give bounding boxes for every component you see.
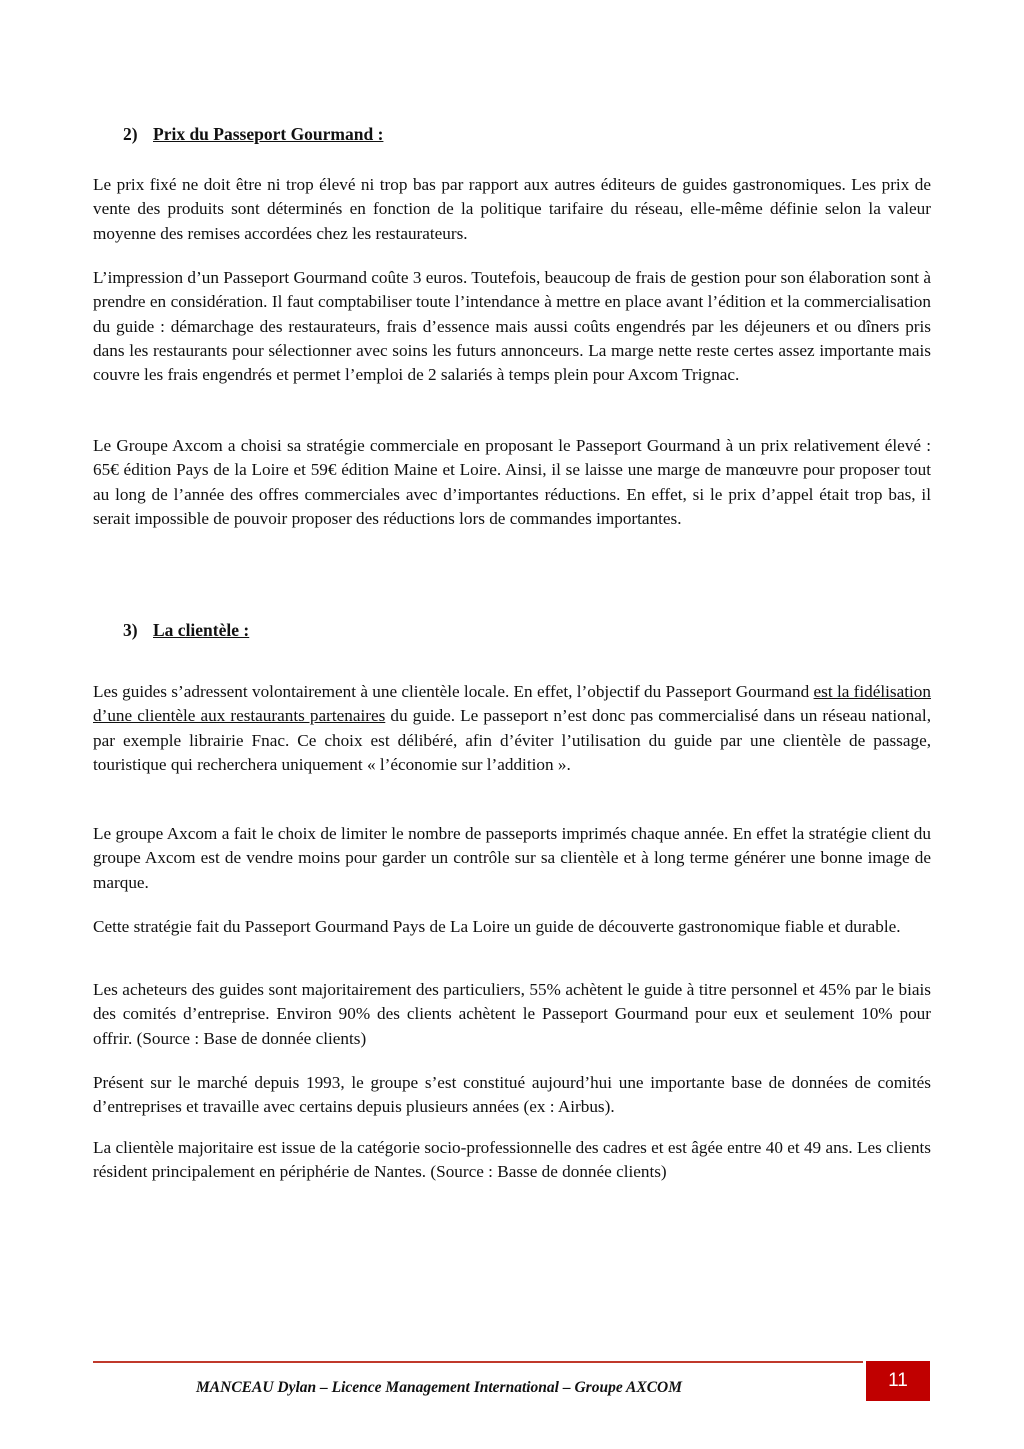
section-number: 2): [123, 124, 138, 144]
paragraph: Le Groupe Axcom a choisi sa stratégie commerciale en proposant le Passeport Gourmand à un prix relativement élevé : 65€ édition Pays de la Loire et 59€ édition Maine et Loire. Ainsi, il se laisse une marge de manœuvre pour proposer tout au long de l’année des offres commerciales avec d’importantes réductions. En effet, si le prix d’appel était trop bas, il serait impossible de pouvoir proposer des réductions lors de commandes importantes.: [93, 436, 931, 528]
section-heading-clientele: [123, 620, 249, 641]
paragraph: [93, 680, 931, 777]
paragraph-text: Les guides s’adressent volontairement à une clientèle locale. En effet, l’objectif du Passeport Gourmand: [93, 682, 814, 701]
paragraph-text: du guide. Le passeport n’est donc pas commercialisé dans un réseau national, par exemple librairie Fnac. Ce choix est délibéré, afin d’éviter l’utilisation du guide par une clientèle de passage, touristique qui recherchera uniquement « l’économie sur l’addition ».: [93, 706, 932, 774]
paragraph: Le prix fixé ne doit être ni trop élevé ni trop bas par rapport aux autres éditeurs de guides gastronomiques. Les prix de vente des produits sont déterminés en fonction de la politique tarifaire du réseau, elle-même définie selon la valeur moyenne des remises accordées chez les restaurateurs.: [93, 175, 931, 243]
paragraph: La clientèle majoritaire est issue de la catégorie socio-professionnelle des cadres et est âgée entre 40 et 49 ans. Les clients résident principalement en périphérie de Nantes. (Source : Basse de donnée clients): [93, 1138, 931, 1182]
paragraph: Le groupe Axcom a fait le choix de limiter le nombre de passeports imprimés chaque année. En effet la stratégie client du groupe Axcom est de vendre moins pour garder un contrôle sur sa clientèle et à long terme générer une bonne image de marque.: [93, 824, 931, 892]
paragraph: Présent sur le marché depuis 1993, le groupe s’est constitué aujourd’hui une importante base de données de comités d’entreprises et travaille avec certains depuis plusieurs années (ex : Airbus).: [93, 1073, 931, 1117]
paragraph: Cette stratégie fait du Passeport Gourmand Pays de La Loire un guide de découverte gastronomique fiable et durable.: [93, 917, 901, 936]
paragraph: Les acheteurs des guides sont majoritairement des particuliers, 55% achètent le guide à titre personnel et 45% par le biais des comités d’entreprise. Environ 90% des clients achètent le Passeport Gourmand pour eux et seulement 10% pour offrir. (Source : Base de donnée clients): [93, 980, 931, 1048]
paragraph: L’impression d’un Passeport Gourmand coûte 3 euros. Toutefois, beaucoup de frais de gestion pour son élaboration sont à prendre en considération. Il faut comptabiliser toute l’intendance à mettre en place avant l’édition et la commercialisation du guide : démarchage des restaurateurs, frais d’essence mais aussi coûts engendrés par les déjeuners et ou dîners pris dans les restaurants pour sélectionner avec soins les futurs annonceurs. La marge nette reste certes assez importante mais couvre les frais engendrés et permet l’emploi de 2 salariés à temps plein pour Axcom Trignac.: [93, 268, 931, 385]
section-title: Prix du Passeport Gourmand :: [153, 124, 384, 144]
underlined-phrase: est la fidélisation d’une clientèle aux restaurants partenaires: [93, 682, 931, 726]
section-heading-prix: [123, 124, 383, 145]
footer-divider: [93, 1361, 863, 1363]
footer-text: MANCEAU Dylan – Licence Management International – Groupe AXCOM: [196, 1379, 683, 1396]
section-title: La clientèle :: [153, 620, 250, 640]
page-number-badge: 11: [866, 1361, 930, 1401]
section-number: 3): [123, 620, 138, 640]
